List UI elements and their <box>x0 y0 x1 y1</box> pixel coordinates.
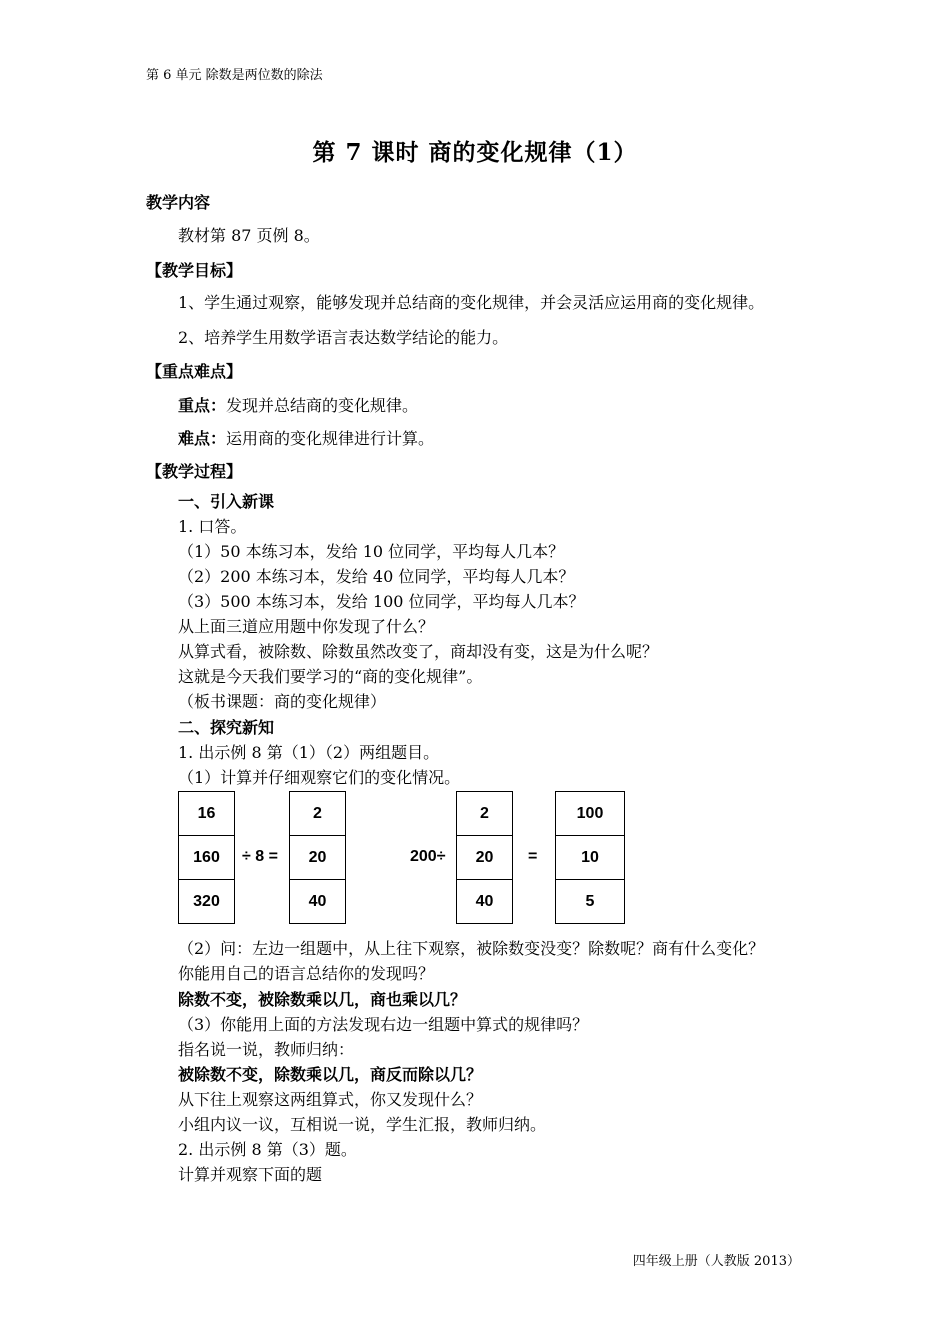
quotient-cell: 40 <box>308 893 327 910</box>
example-2-1: 计算并观察下面的题 <box>178 1165 323 1184</box>
keypoints-heading: 【重点难点】 <box>146 362 243 381</box>
content-heading: 教学内容 <box>146 193 211 212</box>
divisor-cell: 20 <box>457 836 512 880</box>
q1-1: （1）50 本练习本，发给 10 位同学，平均每人几本？ <box>178 542 565 561</box>
rule-2: 被除数不变，除数乘以几，商反而除以几？ <box>178 1065 483 1084</box>
difficulty-label: 难点： <box>178 429 227 448</box>
result-cell: 5 <box>585 893 595 910</box>
line-3: 这就是今天我们要学习的“商的变化规律”。 <box>178 667 483 686</box>
result-cell: 10 <box>556 836 624 880</box>
example-1-6: 从下往上观察这两组算式，你又发现什么？ <box>178 1090 483 1109</box>
key-point <box>178 393 418 416</box>
grade-footer: 四年级上册（人教版 2013） <box>632 1254 800 1269</box>
line-4: （板书课题：商的变化规律） <box>178 692 387 711</box>
result-column <box>555 791 625 924</box>
divisor-column <box>456 791 513 924</box>
q1: 1. 口答。 <box>178 517 247 536</box>
goals-heading: 【教学目标】 <box>146 261 243 280</box>
rule-1: 除数不变，被除数乘以几，商也乘以几？ <box>178 990 467 1009</box>
content-text: 教材第 87 页例 8。 <box>178 226 320 245</box>
example-1: 1. 出示例 8 第（1）（2）两组题目。 <box>178 743 440 762</box>
line-2: 从算式看，被除数、除数虽然改变了，商却没有变，这是为什么呢？ <box>178 642 659 661</box>
200-divide-operator: 200÷ <box>410 848 446 865</box>
example-1-1: （1）计算并仔细观察它们的变化情况。 <box>178 768 461 787</box>
example-2: 2. 出示例 8 第（3）题。 <box>178 1140 357 1159</box>
dividend-cell: 320 <box>193 893 220 910</box>
divisor-cell: 2 <box>457 792 512 836</box>
q1-3: （3）500 本练习本，发给 100 位同学，平均每人几本？ <box>178 592 585 611</box>
example-1-3: 你能用自己的语言总结你的发现吗？ <box>178 964 435 983</box>
line-1: 从上面三道应用题中你发现了什么？ <box>178 617 435 636</box>
example-1-2: （2）问：左边一组题中，从上往下观察，被除数变没变？除数呢？商有什么变化？ <box>178 939 765 958</box>
key-label: 重点： <box>178 396 227 415</box>
equals-operator: = <box>528 848 538 865</box>
process-heading: 【教学过程】 <box>146 462 243 481</box>
goal-item-1: 1、学生通过观察，能够发现并总结商的变化规律，并会灵活应运用商的变化规律。 <box>178 293 765 312</box>
quotient-column <box>289 791 346 924</box>
dividend-cell: 160 <box>179 836 234 880</box>
difficulty-point <box>178 426 434 449</box>
divisor-cell: 40 <box>475 893 494 910</box>
dividend-cell: 16 <box>179 792 234 836</box>
q1-2: （2）200 本练习本，发给 40 位同学，平均每人几本？ <box>178 567 575 586</box>
divide-by-8-operator: ÷ 8 = <box>242 848 278 865</box>
part2-heading: 二、探究新知 <box>178 718 275 737</box>
goal-item-2: 2、培养学生用数学语言表达数学结论的能力。 <box>178 328 509 347</box>
unit-header: 第 6 单元 除数是两位数的除法 <box>146 68 323 83</box>
part1-heading: 一、引入新课 <box>178 492 275 511</box>
key-text: 发现并总结商的变化规律。 <box>226 396 419 415</box>
quotient-cell: 2 <box>290 792 345 836</box>
example-1-7: 小组内议一议，互相说一说，学生汇报，教师归纳。 <box>178 1115 547 1134</box>
dividend-column <box>178 791 235 924</box>
quotient-cell: 20 <box>290 836 345 880</box>
result-cell: 100 <box>556 792 624 836</box>
difficulty-text: 运用商的变化规律进行计算。 <box>226 429 435 448</box>
example-1-4: （3）你能用上面的方法发现右边一组题中算式的规律吗？ <box>178 1015 589 1034</box>
example-1-5: 指名说一说，教师归纳： <box>178 1040 355 1059</box>
page-title: 第 7 课时 商的变化规律（1） <box>312 139 638 166</box>
